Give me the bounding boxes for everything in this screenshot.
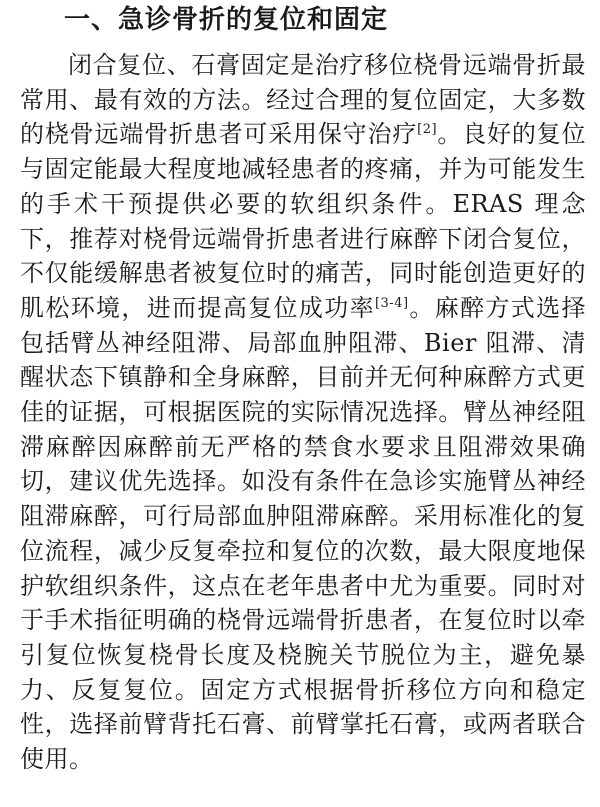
paragraph-text-part-2: 。良好的复位与固定能最大程度地减轻患者的疼痛，并为可能发生的手术干预提供必要的软组织条件。ERAS 理念下，推荐对桡骨远端骨折患者进行麻醉下闭合复位，不仅能缓解患者被复位时的痛苦，同时能创造更好的肌松环境，进而提高复位成功率 [20, 120, 587, 322]
document-page [20, 0, 586, 777]
body-paragraph [20, 48, 586, 777]
paragraph-text-part-3: 。麻醉方式选择包括臂丛神经阻滞、局部血肿阻滞、Bier 阻滞、清醒状态下镇静和全身麻醉，目前并无何种麻醉方式更佳的证据，可根据医院的实际情况选择。臂丛神经阻滞麻醉因麻醉前无严格的禁食水要求且阻滞效果确切，建议优先选择。如没有条件在急诊实施臂丛神经阻滞麻醉，可行局部血肿阻滞麻醉。采用标准化的复位流程，减少反复牵拉和复位的次数，最大限度地保护软组织条件，这点在老年患者中尤为重要。同时对于手术指征明确的桡骨远端骨折患者，在复位时以牵引复位恢复桡骨长度及桡腕关节脱位为主，避免暴力、反复复位。固定方式根据骨折移位方向和稳定性，选择前臂背托石膏、前臂掌托石膏，或两者联合使用。 [20, 293, 587, 774]
citation-ref-2: [2] [417, 122, 438, 138]
paragraph-text-part-1: 闭合复位、石膏固定是治疗移位桡骨远端骨折最常用、最有效的方法。经过合理的复位固定，大多数的桡骨远端骨折患者可采用保守治疗 [20, 51, 586, 149]
section-heading: 一、急诊骨折的复位和固定 [64, 5, 389, 35]
citation-ref-3-4: [3-4] [374, 295, 409, 311]
